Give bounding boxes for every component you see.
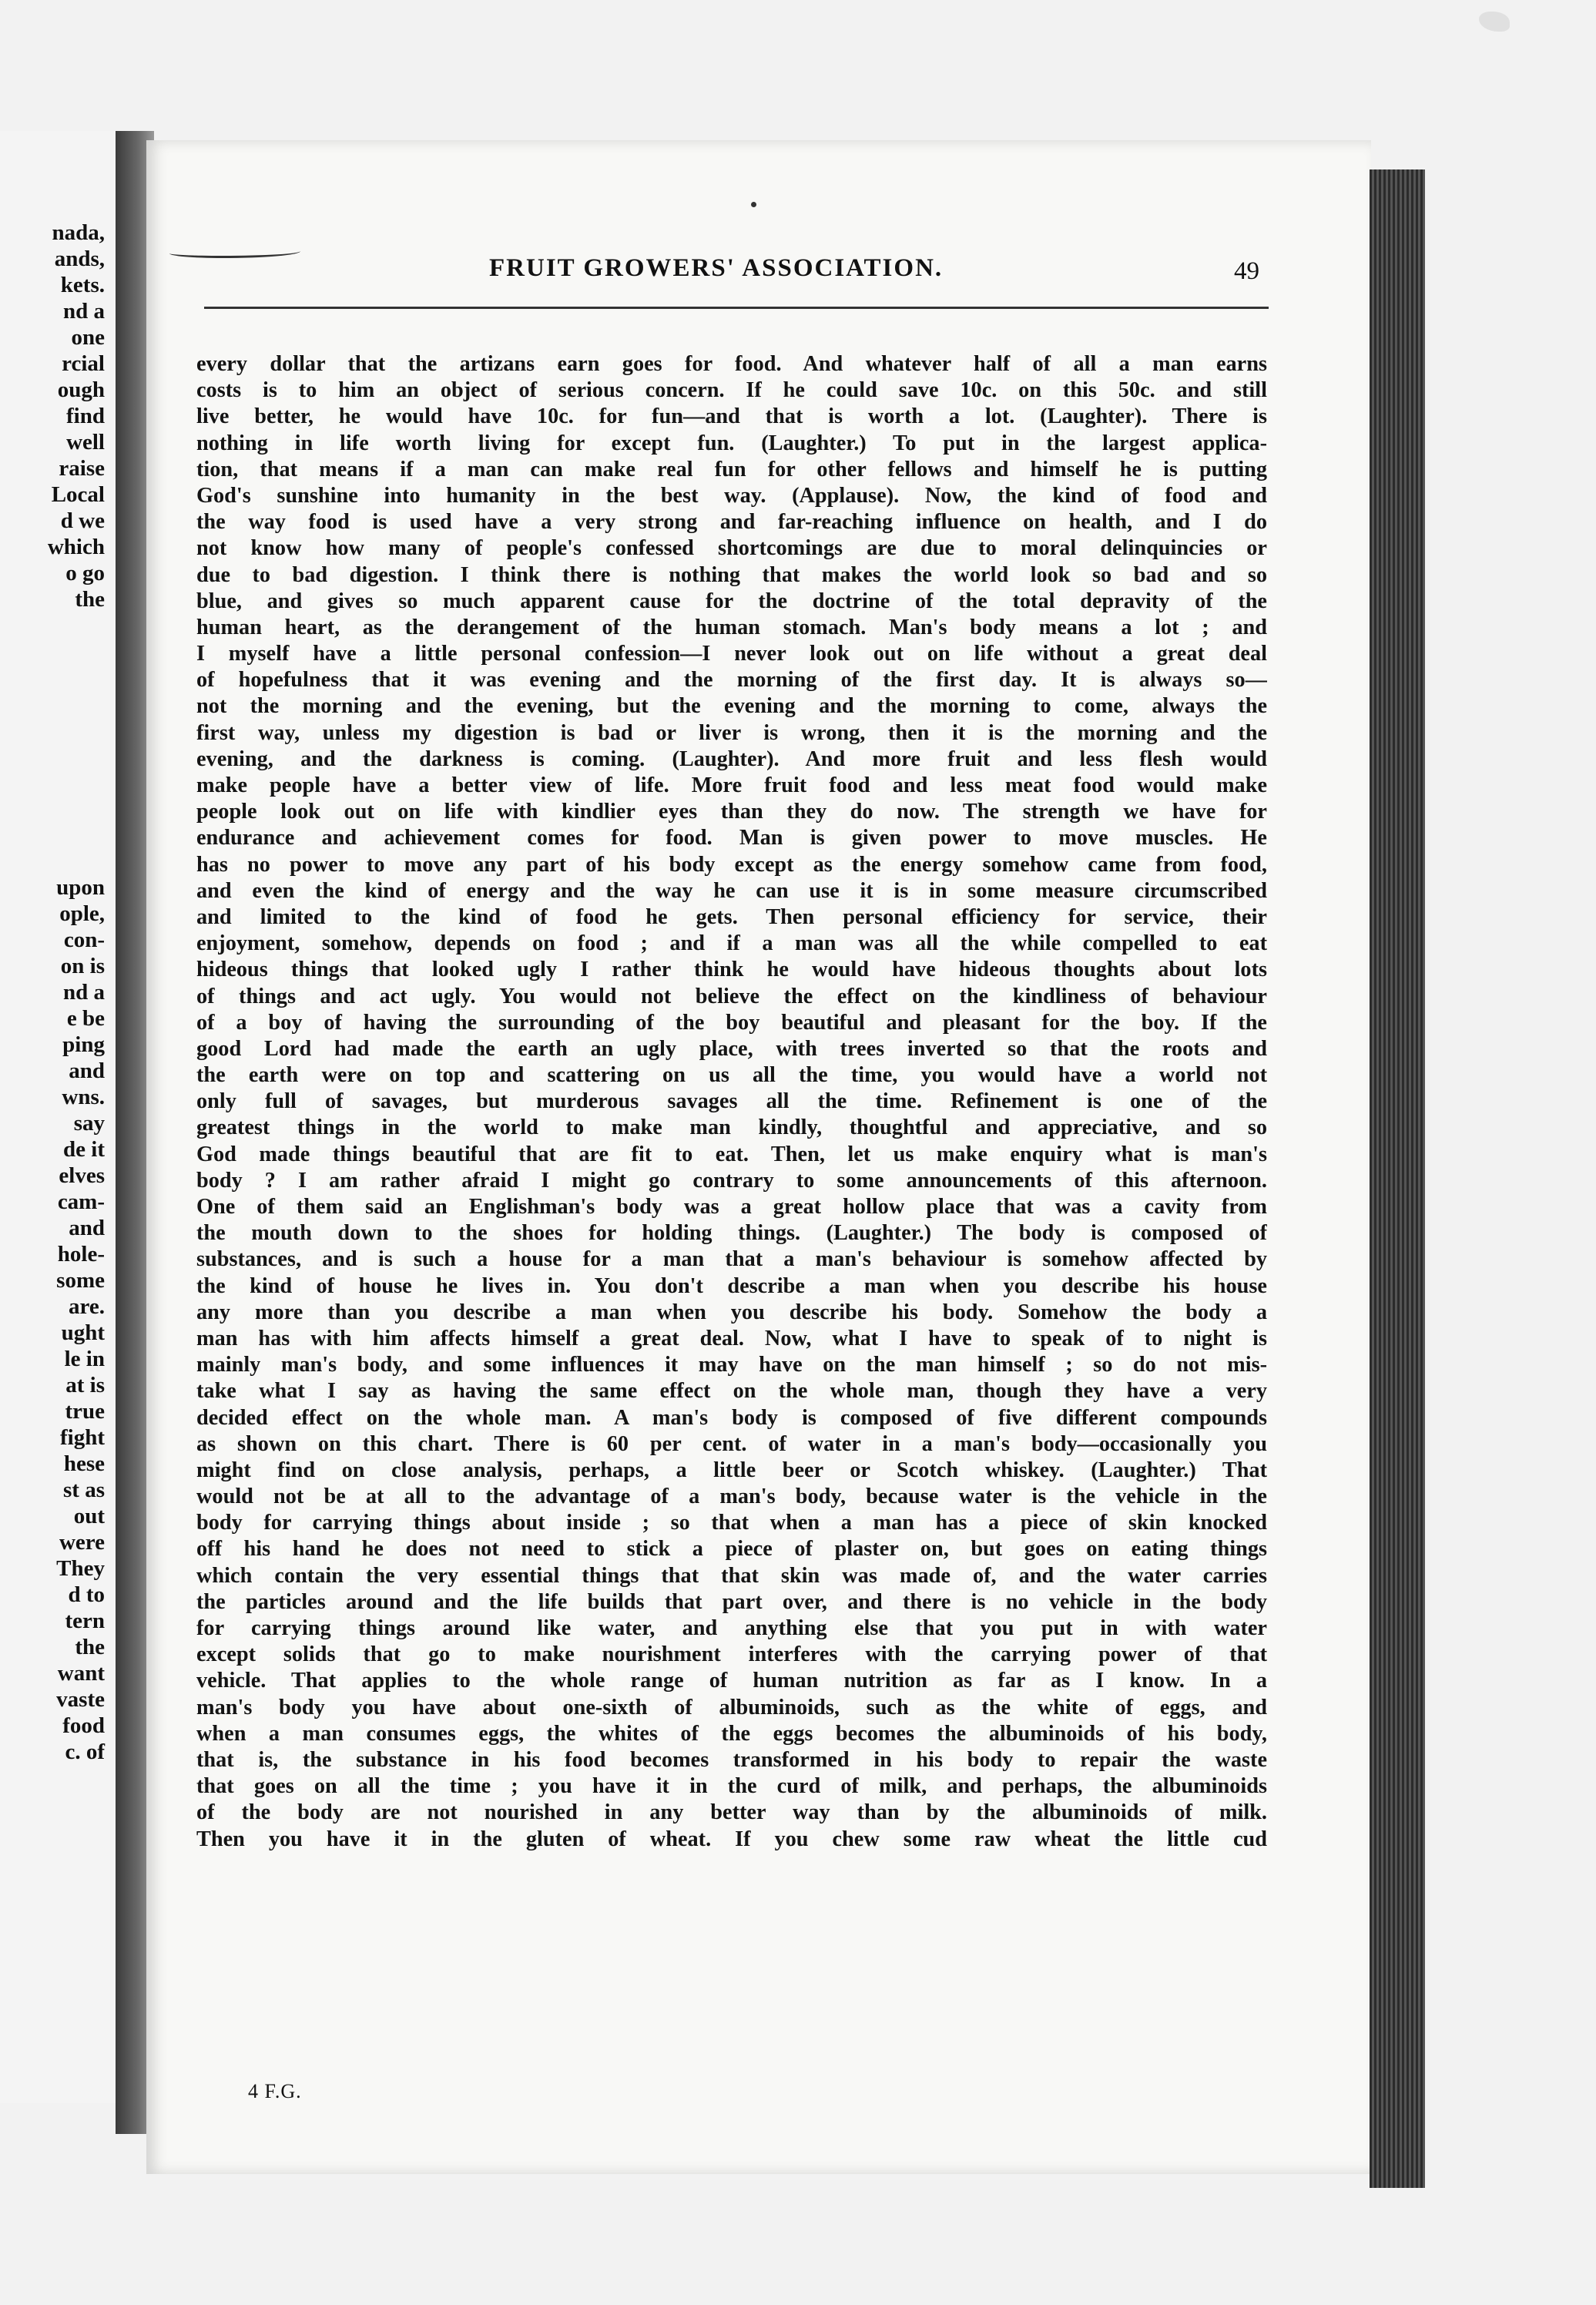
- facing-page-fragment: and: [69, 1059, 105, 1083]
- facing-page-fragment: nd a: [62, 980, 105, 1005]
- facing-page-fragment: true: [65, 1399, 105, 1424]
- facing-page-fragment: the: [75, 1635, 105, 1659]
- page-stack-edge: [1370, 169, 1425, 2188]
- text-line: as shown on this chart. There is 60 per cent. of water in a man's body—occasionally you: [196, 1431, 1267, 1456]
- text-line: which contain the very essential things that that skin was made of, and the water carries: [196, 1563, 1267, 1588]
- text-line: decided effect on the whole man. A man's body is composed of five different compounds: [196, 1405, 1267, 1430]
- text-line: of a boy of having the surrounding of the boy beautiful and pleasant for the boy. If the: [196, 1010, 1267, 1035]
- running-head: FRUIT GROWERS' ASSOCIATION.: [489, 254, 944, 282]
- facing-page-fragment: c. of: [65, 1740, 105, 1764]
- text-line: human heart, as the derangement of the human stomach. Man's body means a lot ; and: [196, 615, 1267, 639]
- facing-page-fragment: kets.: [60, 273, 105, 297]
- page-header: [204, 254, 1267, 300]
- text-line: and even the kind of energy and the way he can use it is in some measure circumscribed: [196, 878, 1267, 903]
- facing-page-fragment: nd a: [62, 299, 105, 324]
- text-line: first way, unless my digestion is bad or liver is wrong, then it is the morning and the: [196, 720, 1267, 745]
- text-line: I myself have a little personal confession—I never look out on life without a great deal: [196, 642, 1267, 666]
- facing-page-fragment: hese: [63, 1451, 105, 1476]
- facing-page-fragment: vaste: [56, 1687, 105, 1712]
- text-line: only full of savages, but murderous savages all the time. Refinement is one of the: [196, 1089, 1267, 1114]
- text-line: of things and act ugly. You would not believe the effect on the kindliness of behaviour: [196, 984, 1267, 1008]
- text-line: endurance and achievement comes for food. Man is given power to move muscles. He: [196, 826, 1267, 851]
- text-line: God's sunshine into humanity in the best way. (Applause). Now, the kind of food and: [196, 483, 1267, 508]
- facing-page-fragment: con-: [63, 928, 105, 952]
- text-line: make people have a better view of life. More fruit food and less meat food would make: [196, 773, 1267, 797]
- ink-dot: [751, 202, 756, 207]
- text-line: off his hand he does not need to stick a piece of plaster on, but goes on eating things: [196, 1537, 1267, 1562]
- text-line: body for carrying things about inside ; so that when a man has a piece of skin knocked: [196, 1511, 1267, 1535]
- text-line: Then you have it in the gluten of wheat. If you chew some raw wheat the little cud: [196, 1827, 1267, 1851]
- header-rule: [204, 307, 1269, 309]
- facing-page-fragment: say: [73, 1111, 105, 1136]
- facing-page-fragment: d we: [60, 508, 105, 533]
- facing-page-fragment: rcial: [62, 351, 105, 376]
- text-line: the kind of house he lives in. You don't describe a man when you describe his house: [196, 1273, 1267, 1298]
- text-line: man's body you have about one-sixth of albuminoids, such as the white of eggs, and: [196, 1695, 1267, 1720]
- text-line: every dollar that the artizans earn goes for food. And whatever half of all a man earns: [196, 352, 1267, 376]
- text-line: the way food is used have a very strong and far-reaching influence on health, and I do: [196, 510, 1267, 535]
- text-line: except solids that go to make nourishment interferes with the carrying power of that: [196, 1642, 1267, 1667]
- facing-page-fragment: fight: [60, 1425, 105, 1450]
- facing-page-fragment: cam-: [57, 1189, 105, 1214]
- facing-page-fragment: nada,: [52, 220, 105, 245]
- text-line: would not be at all to the advantage of a man's body, because water is the vehicle in the: [196, 1485, 1267, 1509]
- facing-page-fragment: ough: [57, 377, 105, 402]
- facing-page-fragment: find: [66, 404, 105, 428]
- facing-page-fragment: which: [47, 535, 105, 559]
- text-line: not know how many of people's confessed shortcomings are due to moral delinquincies or: [196, 536, 1267, 561]
- facing-page-fragment: elves: [59, 1163, 105, 1188]
- text-line: take what I say as having the same effect on the whole man, though they have a very: [196, 1379, 1267, 1404]
- body-text: [196, 351, 1267, 1853]
- text-line: the particles around and the life builds that part over, and there is no vehicle in the body: [196, 1589, 1267, 1614]
- text-line: the mouth down to the shoes for holding things. (Laughter.) The body is composed of: [196, 1221, 1267, 1246]
- facing-page-fragment: are.: [69, 1294, 105, 1319]
- facing-page-fragment: st as: [63, 1478, 105, 1502]
- text-line: any more than you describe a man when you describe his body. Somehow the body a: [196, 1300, 1267, 1324]
- facing-page-fragment: ught: [61, 1320, 105, 1345]
- text-line: people look out on life with kindlier eyes than they do now. The strength we have for: [196, 800, 1267, 824]
- text-line: for carrying things around like water, and anything else that you put in with water: [196, 1616, 1267, 1640]
- facing-page-fragment: upon: [56, 875, 105, 900]
- facing-page-fragment: le in: [64, 1347, 105, 1371]
- facing-page-fragment: well: [66, 430, 105, 455]
- facing-page-fragment: Local: [51, 482, 105, 507]
- facing-page-fragment: food: [62, 1713, 105, 1738]
- text-line: the earth were on top and scattering on us all the time, you would have a world not: [196, 1063, 1267, 1088]
- facing-page-fragment: some: [56, 1268, 105, 1293]
- text-line: when a man consumes eggs, the whites of the eggs becomes the albuminoids of his body,: [196, 1721, 1267, 1746]
- facing-page-fragment: at is: [65, 1373, 105, 1397]
- text-line: that is, the substance in his food becomes transformed in his body to repair the waste: [196, 1747, 1267, 1772]
- text-line: greatest things in the world to make man kindly, thoughtful and appreciative, and so: [196, 1116, 1267, 1140]
- facing-page-fragment: They: [56, 1556, 105, 1581]
- facing-page-fragment: de it: [63, 1137, 105, 1162]
- text-line: of hopefulness that it was evening and the morning of the first day. It is always so—: [196, 668, 1267, 693]
- text-line: that goes on all the time ; you have it in the curd of milk, and perhaps, the albuminoids: [196, 1774, 1267, 1799]
- facing-page-fragment: on is: [60, 954, 105, 978]
- text-line: has no power to move any part of his body except as the energy somehow came from food,: [196, 852, 1267, 877]
- text-line: mainly man's body, and some influences it may have on the man himself ; so do not mis-: [196, 1353, 1267, 1377]
- page-number: 49: [1234, 257, 1259, 285]
- text-line: might find on close analysis, perhaps, a little beer or Scotch whiskey. (Laughter.) That: [196, 1458, 1267, 1482]
- text-line: body ? I am rather afraid I might go contrary to some announcements of this afternoon.: [196, 1168, 1267, 1193]
- text-line: vehicle. That applies to the whole range of human nutrition as far as I know. In a: [196, 1669, 1267, 1693]
- text-line: hideous things that looked ugly I rather think he would have hideous thoughts about lots: [196, 958, 1267, 982]
- facing-page-fragment: wns.: [62, 1085, 105, 1109]
- facing-page-fragment: the: [75, 587, 105, 612]
- text-line: enjoyment, somehow, depends on food ; and if a man was all the while compelled to eat: [196, 931, 1267, 956]
- text-line: due to bad digestion. I think there is nothing that makes the world look so bad and so: [196, 562, 1267, 587]
- text-line: blue, and gives so much apparent cause for the doctrine of the total depravity of the: [196, 589, 1267, 613]
- text-line: substances, and is such a house for a man that a man's behaviour is somehow affected by: [196, 1247, 1267, 1272]
- facing-page-fragment: out: [73, 1504, 105, 1528]
- facing-page-fragment: and: [69, 1216, 105, 1240]
- text-line: costs is to him an object of serious concern. If he could save 10c. on this 50c. and still: [196, 378, 1267, 403]
- text-line: live better, he would have 10c. for fun—and that is worth a lot. (Laughter). There is: [196, 404, 1267, 429]
- facing-page-edge: [0, 131, 120, 2103]
- text-line: not the morning and the evening, but the evening and the morning to come, always the: [196, 694, 1267, 719]
- text-line: One of them said an Englishman's body was a great hollow place that was a cavity from: [196, 1195, 1267, 1219]
- text-line: tion, that means if a man can make real fun for other fellows and himself he is putting: [196, 457, 1267, 481]
- facing-page-fragment: tern: [65, 1609, 105, 1633]
- text-line: God made things beautiful that are fit to eat. Then, let us make enquiry what is man's: [196, 1142, 1267, 1166]
- text-line: nothing in life worth living for except fun. (Laughter.) To put in the largest applica-: [196, 431, 1267, 455]
- facing-page-fragment: were: [59, 1530, 105, 1555]
- facing-page-fragment: o go: [65, 561, 105, 585]
- facing-page-fragment: hole-: [57, 1242, 105, 1267]
- signature-mark: 4 F.G.: [248, 2080, 302, 2102]
- text-line: evening, and the darkness is coming. (Laughter). And more fruit and less flesh would: [196, 747, 1267, 771]
- text-line: of the body are not nourished in any better way than by the albuminoids of milk.: [196, 1800, 1267, 1825]
- facing-page-fragment: raise: [59, 456, 105, 481]
- facing-page-fragment: one: [71, 325, 105, 350]
- text-line: and limited to the kind of food he gets. Then personal efficiency for service, their: [196, 904, 1267, 929]
- text-line: good Lord had made the earth an ugly place, with trees inverted so that the roots and: [196, 1036, 1267, 1061]
- ink-speck: [1479, 12, 1510, 32]
- facing-page-fragment: want: [57, 1661, 105, 1686]
- facing-page-fragment: d to: [68, 1582, 105, 1607]
- facing-page-fragment: ople,: [59, 901, 105, 926]
- facing-page-fragment: ping: [62, 1032, 105, 1057]
- facing-page-fragment: e be: [66, 1006, 105, 1031]
- facing-page-fragment: ands,: [54, 247, 105, 271]
- text-line: man has with him affects himself a great deal. Now, what I have to speak of to night is: [196, 1326, 1267, 1350]
